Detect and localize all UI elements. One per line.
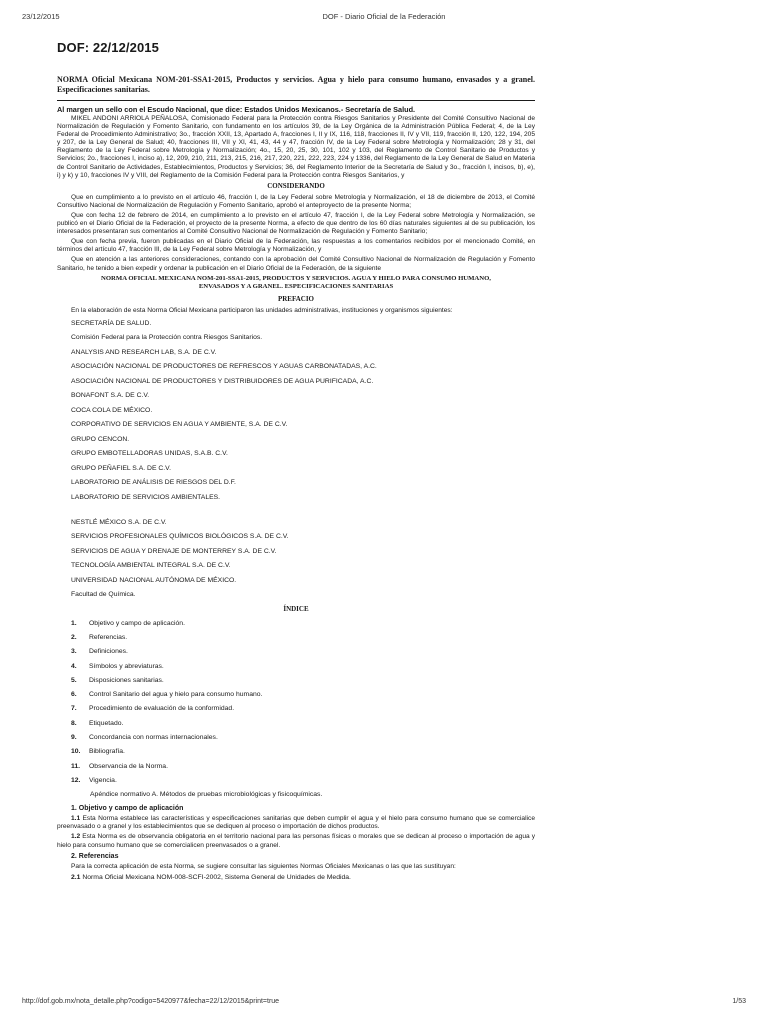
index-text: Referencias. [89,633,128,641]
clause-number: 1.2 [71,833,81,841]
appendix-entry: Apéndice normativo A. Métodos de pruebas microbiológicas y fisicoquímicas. [90,791,323,799]
considerando-paragraph: Que en cumplimiento a lo previsto en el artículo 46, fracción I, de la Ley Federal sobre Metrología y Normalización, el 18 de diciembre de 2013, el Comité Consultivo Nacional de Normalización de Regulación y Fomento Sanitario, aprobó el anteproyecto de la presente Norma; [57,193,535,209]
organization-item: GRUPO CENCON. [71,435,130,443]
considerando-paragraph: Que con fecha previa, fueron publicadas en el Diario Oficial de la Federación, las respuestas a los comentarios recibidos por el mencionado Comité, en términos del artículo 47, fracción III, de la Ley Federal sobre Metrología y Normalización, y [57,238,535,254]
index-item [71,617,535,631]
index-item [71,760,535,774]
organization-item: NESTLÉ MÉXICO S.A. DE C.V. [71,518,167,526]
organization-item: COCA COLA DE MÉXICO. [71,406,153,414]
prefacio-heading: PREFACIO [277,294,315,303]
index-text: Concordancia con normas internacionales. [89,734,218,742]
clause-number: 2.1 [71,873,81,881]
index-text: Control Sanitario del agua y hielo para consumo humano. [89,691,263,699]
section-heading: 2. Referencias [71,852,119,860]
section-paragraph: Para la correcta aplicación de esta Norma, se sugiere consultar las siguientes Normas Oficiales Mexicanas o las que las sustituyan: [71,862,456,870]
index-number: 7. [71,705,77,713]
organization-item: ASOCIACIÓN NACIONAL DE PRODUCTORES DE REFRESCOS Y AGUAS CARBONATADAS, A.C. [71,363,377,371]
organization-item: GRUPO PEÑAFIEL S.A. DE C.V. [71,464,171,472]
index-item [71,631,535,645]
section-paragraph [57,815,535,831]
seal-line: Al margen un sello con el Escudo Nacional, que dice: Estados Unidos Mexicanos.- Secretaría de Salud. [57,105,416,114]
section-heading: 1. Objetivo y campo de aplicación [71,805,184,813]
page-url: http://dof.gob.mx/nota_detalle.php?codigo=5420977&fecha=22/12/2015&print=true [22,998,280,1005]
organization-item: SECRETARÍA DE SALUD. [71,319,152,327]
index-number: 8. [71,719,77,727]
index-number: 10. [71,748,81,756]
index-text: Disposiciones sanitarias. [89,676,164,684]
print-page-title: DOF - Diario Oficial de la Federación [322,12,446,21]
index-item [71,702,535,716]
index-number: 4. [71,662,77,670]
organization-item: UNIVERSIDAD NACIONAL AUTÓNOMA DE MÉXICO. [71,576,237,584]
organization-list [57,317,535,603]
print-header [22,12,746,24]
index-item [71,717,535,731]
print-date: 23/12/2015 [22,12,60,21]
clause-text: Esta Norma establece las características y especificaciones sanitarias que deben cumplir el agua y el hielo para consumo humano que se comercialice preenvasado o a granel y los establecimientos que se dediquen al proceso o importación de dichos productos. [57,815,535,831]
index-number: 3. [71,648,77,656]
organization-item: LABORATORIO DE ANÁLISIS DE RIESGOS DEL D.F. [71,479,236,487]
index-text: Bibliografía. [89,748,125,756]
index-number: 1. [71,619,77,627]
prefacio-text: En la elaboración de esta Norma Oficial Mexicana participaron las unidades administrativas, instituciones y organismos siguientes: [71,306,453,314]
considerando-paragraph: Que en atención a las anteriores consideraciones, contando con la aprobación del Comité Consultivo Nacional de Normalización de Regulación y Fomento Sanitario, he tenido a bien expedir y ordenar la publicación en el Diario Oficial de la Federación, de la siguiente [57,256,535,272]
index-text: Etiquetado. [89,719,124,727]
index-text: Procedimiento de evaluación de la conformidad. [89,705,235,713]
index-item [71,660,535,674]
index-item [71,674,535,688]
index-number: 11. [71,762,81,770]
index-number: 2. [71,633,77,641]
intro-paragraph: MIKEL ANDONI ARRIOLA PEÑALOSA, Comisionado Federal para la Protección contra Riesgos Sanitarios y Presidente del Comité Consultivo Nacional de Normalización de Regulación y Fomento Sanitario, con fundamento en los artículos 39, de la Ley Orgánica de la Administración Pública Federal; 4, de la Ley Federal de Procedimiento Administrativo; 3o., fracción XXII, 13, Apartado A, fracciones I, II y IX, 116, 118, fracciones II, IV y VII, 119, fracción II, 120, 122, 194, 205 y 207, de la Ley General de Salud; 40, fracciones III, VII y XI, 41, 43, 44 y 47, fracción IV, de la Ley Federal sobre Metrología y Normalización; 28 y 31, del Reglamento de la Ley Federal sobre Metrología y Normalización; 4o., 15, 20, 25, 30, 101, 102 y 103, del Reglamento de Control Sanitario de Productos y Servicios; 2o., fracciones I, inciso a), 12, 209, 210, 211, 213, 215, 216, 217, 220, 221, 222, 223, 224 y 1336, del Reglamento de la Ley General de Salud en Materia de Control Sanitario de Actividades, Establecimientos, Productos y Servicios; 36, del Reglamento Interior de la Secretaría de Salud y 3o., fracción I, incisos, b), e), i) y k) y 10, fracciones IV y VIII, del Reglamento de la Comisión Federal para la Protección contra Riesgos Sanitarios, y [57,115,535,179]
index-text: Símbolos y abreviaturas. [89,662,164,670]
considerando-paragraph: Que con fecha 12 de febrero de 2014, en cumplimiento a lo previsto en el artículo 47, fracción I, de la Ley Federal sobre Metrología y Normalización, se publicó en el Diario Oficial de la Federación, el proyecto de la presente Norma, a efecto de que dentro de los 60 días naturales siguientes al de su publicación, los interesados presentaran sus comentarios al Comité Consultivo Nacional de Normalización de Regulación y Fomento Sanitario; [57,211,535,236]
index-list [57,617,535,789]
norma-heading: NORMA OFICIAL MEXICANA NOM-201-SSA1-2015, PRODUCTOS Y SERVICIOS. AGUA Y HIELO PARA CONSUMO HUMANO, ENVASADOS Y A GRANEL. ESPECIFICACIONES SANITARIAS [101,274,491,291]
index-item [71,774,535,788]
organization-item: Facultad de Química. [71,591,136,599]
print-footer [22,998,746,1010]
index-item [71,745,535,759]
indice-heading: ÍNDICE [283,604,309,613]
organization-item: SERVICIOS PROFESIONALES QUÍMICOS BIOLÓGICOS S.A. DE C.V. [71,533,289,541]
index-number: 5. [71,676,77,684]
index-item [71,688,535,702]
index-item [71,731,535,745]
index-number: 6. [71,691,77,699]
document-content [57,40,535,882]
organization-item: ASOCIACIÓN NACIONAL DE PRODUCTORES Y DISTRIBUIDORES DE AGUA PURIFICADA, A.C. [71,377,374,385]
index-text: Definiciones. [89,648,128,656]
organization-item: Comisión Federal para la Protección contra Riesgos Sanitarios. [71,334,263,342]
clause-text: Esta Norma es de observancia obligatoria en el territorio nacional para las personas físicas o morales que se dedican al proceso o importación de agua y hielo para consumo humano que se comercialicen preenvasados o a granel. [57,833,535,849]
page-number: 1/53 [732,998,746,1005]
clause-number: 1.1 [71,815,81,823]
organization-item: LABORATORIO DE SERVICIOS AMBIENTALES. [71,493,221,501]
reference-item [57,873,535,882]
index-item [71,645,535,659]
norma-title: NORMA Oficial Mexicana NOM-201-SSA1-2015, Productos y servicios. Agua y hielo para consumo humano, envasados y a granel. Especificaciones sanitarias. [57,75,535,101]
dof-date: DOF: 22/12/2015 [57,40,159,55]
organization-item: CORPORATIVO DE SERVICIOS EN AGUA Y AMBIENTE, S.A. DE C.V. [71,421,288,429]
clause-text: Norma Oficial Mexicana NOM-008-SCFI-2002, Sistema General de Unidades de Medida. [82,873,351,881]
considerando-heading: CONSIDERANDO [267,181,325,190]
section-paragraph [57,833,535,849]
index-text: Vigencia. [89,776,117,784]
organization-item: TECNOLOGÍA AMBIENTAL INTEGRAL S.A. DE C.V. [71,562,231,570]
index-text: Observancia de la Norma. [89,762,168,770]
organization-item: ANALYSIS AND RESEARCH LAB, S.A. DE C.V. [71,348,217,356]
organization-item: SERVICIOS DE AGUA Y DRENAJE DE MONTERREY S.A. DE C.V. [71,547,277,555]
organization-item: BONAFONT S.A. DE C.V. [71,392,150,400]
index-text: Objetivo y campo de aplicación. [89,619,185,627]
index-number: 9. [71,734,77,742]
index-number: 12. [71,776,81,784]
organization-item: GRUPO EMBOTELLADORAS UNIDAS, S.A.B. C.V. [71,450,228,458]
